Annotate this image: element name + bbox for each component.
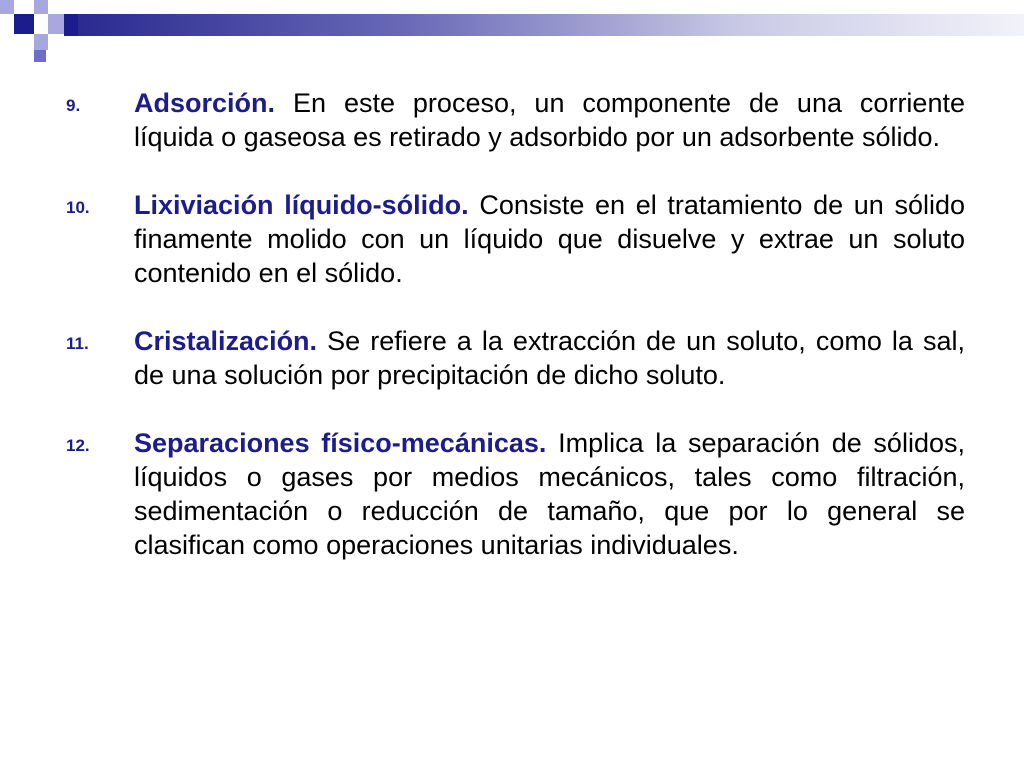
header-gradient-bar	[78, 14, 1024, 36]
item-text	[134, 86, 965, 154]
deco-square-navy-2	[64, 14, 78, 36]
list-item	[0, 86, 1024, 154]
deco-square-light-1	[0, 0, 14, 14]
item-description: Se refiere a la extracción de un soluto, como la sal, de una solución por precipitación de dicho soluto.	[134, 326, 965, 390]
item-term: Adsorción.	[134, 88, 276, 118]
item-number: 12.	[66, 436, 90, 455]
deco-square-light-4	[34, 34, 48, 50]
item-term: Cristalización.	[134, 326, 318, 356]
list-item	[0, 188, 1024, 290]
deco-square-light-2	[34, 0, 48, 14]
item-description: Implica la separación de sólidos, líquidos o gases por medios mecánicos, tales como filtración, sedimentación o reducción de tamaño, que por lo general se clasifican como operaciones unitarias individuales.	[134, 428, 965, 560]
item-term: Lixiviación líquido-sólido.	[134, 190, 469, 220]
deco-square-navy-1	[14, 14, 34, 34]
list-item	[0, 426, 1024, 562]
item-number: 9.	[66, 96, 81, 115]
item-term: Separaciones físico-mecánicas.	[134, 428, 547, 458]
definition-list	[0, 86, 1024, 596]
item-text	[134, 426, 965, 562]
deco-square-mid-1	[34, 50, 46, 62]
deco-square-light-3	[48, 14, 64, 34]
item-number: 11.	[66, 334, 89, 353]
item-text	[134, 188, 965, 290]
item-text	[134, 324, 965, 392]
list-item	[0, 324, 1024, 392]
item-description: En este proceso, un componente de una corriente líquida o gaseosa es retirado y adsorbido por un adsorbente sólido.	[134, 88, 965, 152]
item-description: Consiste en el tratamiento de un sólido finamente molido con un líquido que disuelve y extrae un soluto contenido en el sólido.	[134, 190, 965, 288]
item-number: 10.	[66, 198, 90, 217]
